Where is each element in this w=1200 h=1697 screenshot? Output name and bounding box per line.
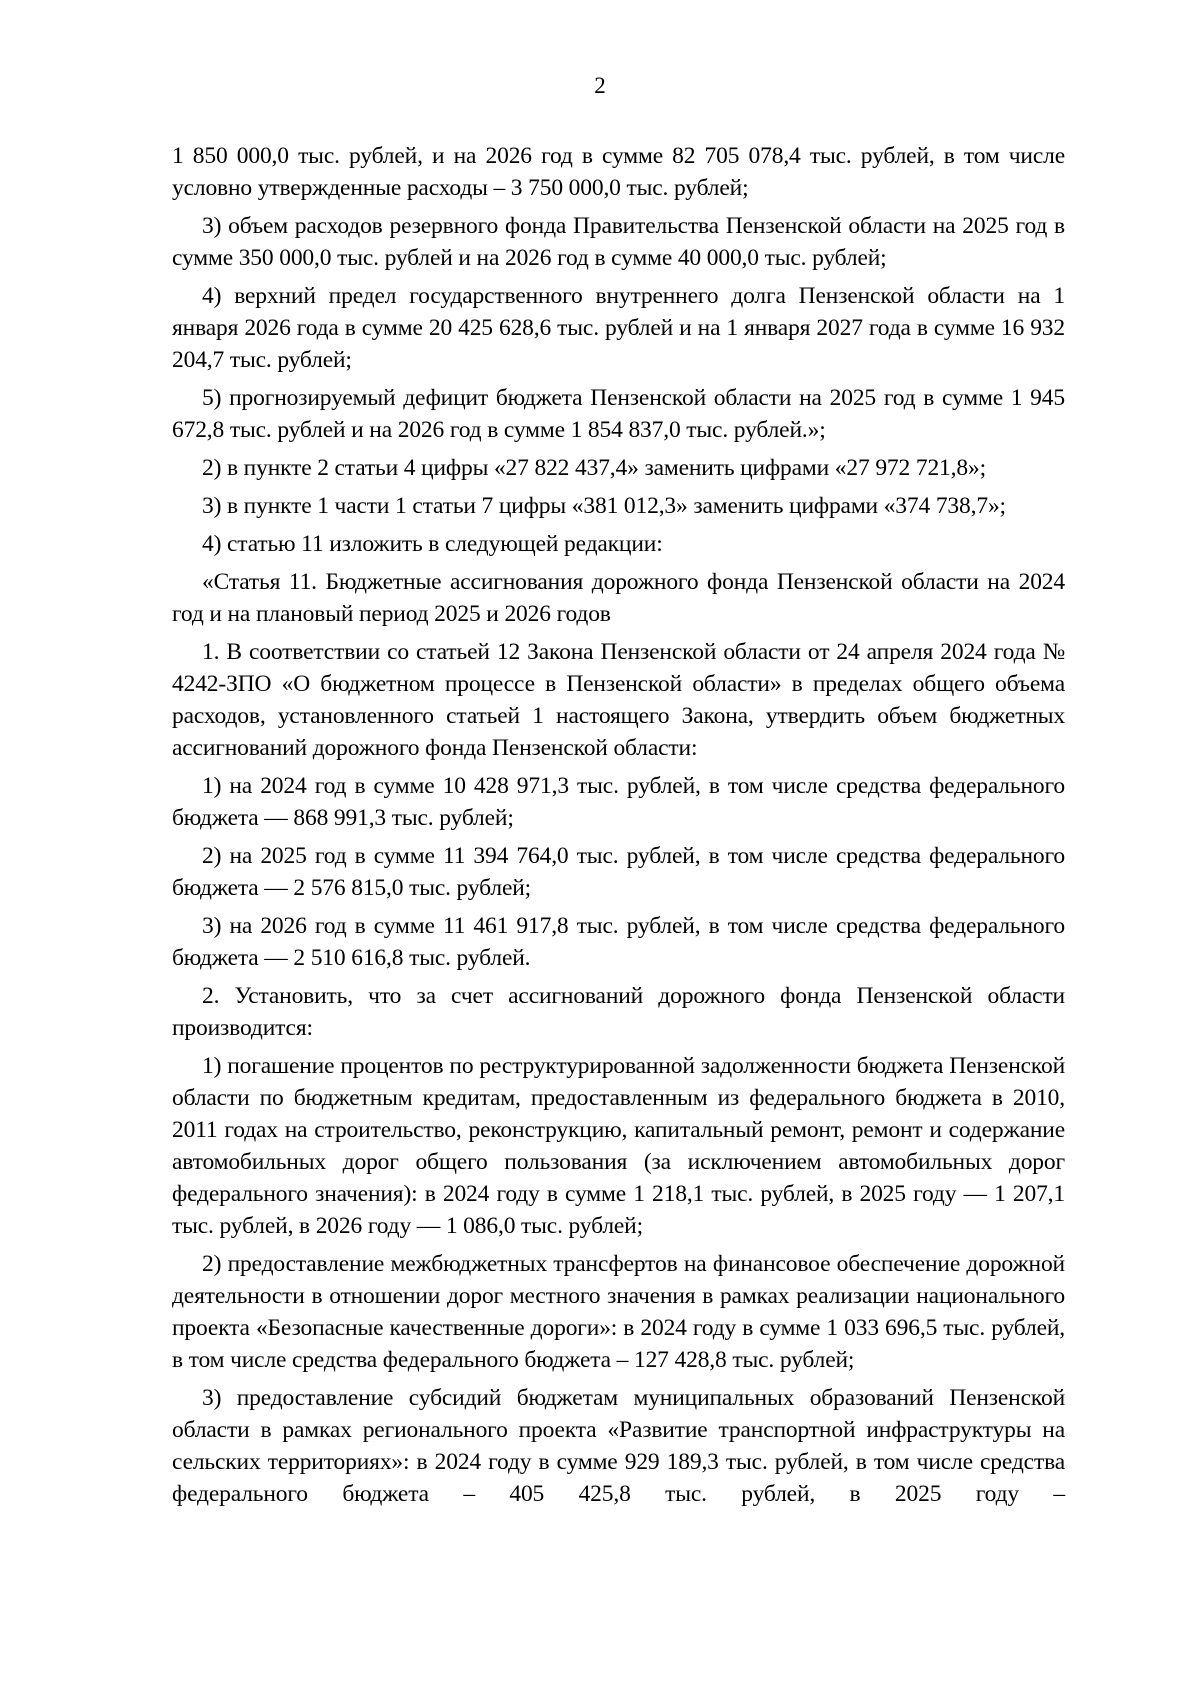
paragraph-continuation: 1 850 000,0 тыс. рублей, и на 2026 год в сумме 82 705 078,4 тыс. рублей, в том числе условно утвержденные расходы – 3 750 000,0 тыс. рублей;	[172, 143, 1065, 201]
document-body	[172, 140, 1065, 1516]
paragraph-deficit: 5) прогнозируемый дефицит бюджета Пензенской области на 2025 год в сумме 1 945 672,8 тыс. рублей и на 2026 год в сумме 1 854 837,0 тыс. рублей.»;	[172, 385, 1065, 443]
article-11-heading: «Статья 11. Бюджетные ассигнования дорожного фонда Пензенской области на 2024 год и на плановый период 2025 и 2026 годов	[172, 569, 1065, 627]
paragraph-interest-repayment: 1) погашение процентов по реструктурированной задолженности бюджета Пензенской области по бюджетным кредитам, предоставленным из федерального бюджета в 2010, 2011 годах на строительство, реконструкцию, капитальный ремонт, ремонт и содержание автомобильных дорог общего пользования (за исключением автомобильных дорог федерального значения): в 2024 году в сумме 1 218,1 тыс. рублей, в 2025 году — 1 207,1 тыс. рублей, в 2026 году — 1 086,0 тыс. рублей;	[172, 1053, 1065, 1239]
paragraph-article-11-intro: 4) статью 11 изложить в следующей редакции:	[202, 531, 663, 557]
paragraph-reserve-fund: 3) объем расходов резервного фонда Правительства Пензенской области на 2025 год в сумме 350 000,0 тыс. рублей и на 2026 год в сумме 40 000,0 тыс. рублей;	[172, 213, 1065, 271]
page-number: 2	[594, 73, 606, 98]
paragraph-clause-1: 1. В соответствии со статьей 12 Закона Пензенской области от 24 апреля 2024 года № 4242-ЗПО «О бюджетном процессе в Пензенской области» в пределах общего объема расходов, установленного статьей 1 настоящего Закона, утвердить объем бюджетных ассигнований дорожного фонда Пензенской области:	[172, 639, 1065, 761]
paragraph-2025-amount: 2) на 2025 год в сумме 11 394 764,0 тыс. рублей, в том числе средства федерального бюджета — 2 576 815,0 тыс. рублей;	[172, 843, 1065, 901]
paragraph-article-4: 2) в пункте 2 статьи 4 цифры «27 822 437,4» заменить цифрами «27 972 721,8»;	[202, 455, 986, 481]
paragraph-article-7: 3) в пункте 1 части 1 статьи 7 цифры «381 012,3» заменить цифрами «374 738,7»;	[202, 493, 1006, 519]
paragraph-subsidies: 3) предоставление субсидий бюджетам муниципальных образований Пензенской области в рамках регионального проекта «Развитие транспортной инфраструктуры на сельских территориях»: в 2024 году в сумме 929 189,3 тыс. рублей, в том числе средства федерального бюджета – 405 425,8 тыс. рублей, в 2025 году –	[172, 1385, 1065, 1507]
paragraph-transfers: 2) предоставление межбюджетных трансфертов на финансовое обеспечение дорожной деятельности в отношении дорог местного значения в рамках реализации национального проекта «Безопасные качественные дороги»: в 2024 году в сумме 1 033 696,5 тыс. рублей, в том числе средства федерального бюджета – 127 428,8 тыс. рублей;	[172, 1251, 1065, 1373]
paragraph-2024-amount: 1) на 2024 год в сумме 10 428 971,3 тыс. рублей, в том числе средства федерального бюджета — 868 991,3 тыс. рублей;	[172, 773, 1065, 831]
paragraph-2026-amount: 3) на 2026 год в сумме 11 461 917,8 тыс. рублей, в том числе средства федерального бюджета — 2 510 616,8 тыс. рублей.	[172, 913, 1065, 971]
paragraph-debt-limit: 4) верхний предел государственного внутреннего долга Пензенской области на 1 января 2026 года в сумме 20 425 628,6 тыс. рублей и на 1 января 2027 года в сумме 16 932 204,7 тыс. рублей;	[172, 283, 1065, 373]
paragraph-clause-2: 2. Установить, что за счет ассигнований дорожного фонда Пензенской области производится:	[172, 983, 1065, 1041]
